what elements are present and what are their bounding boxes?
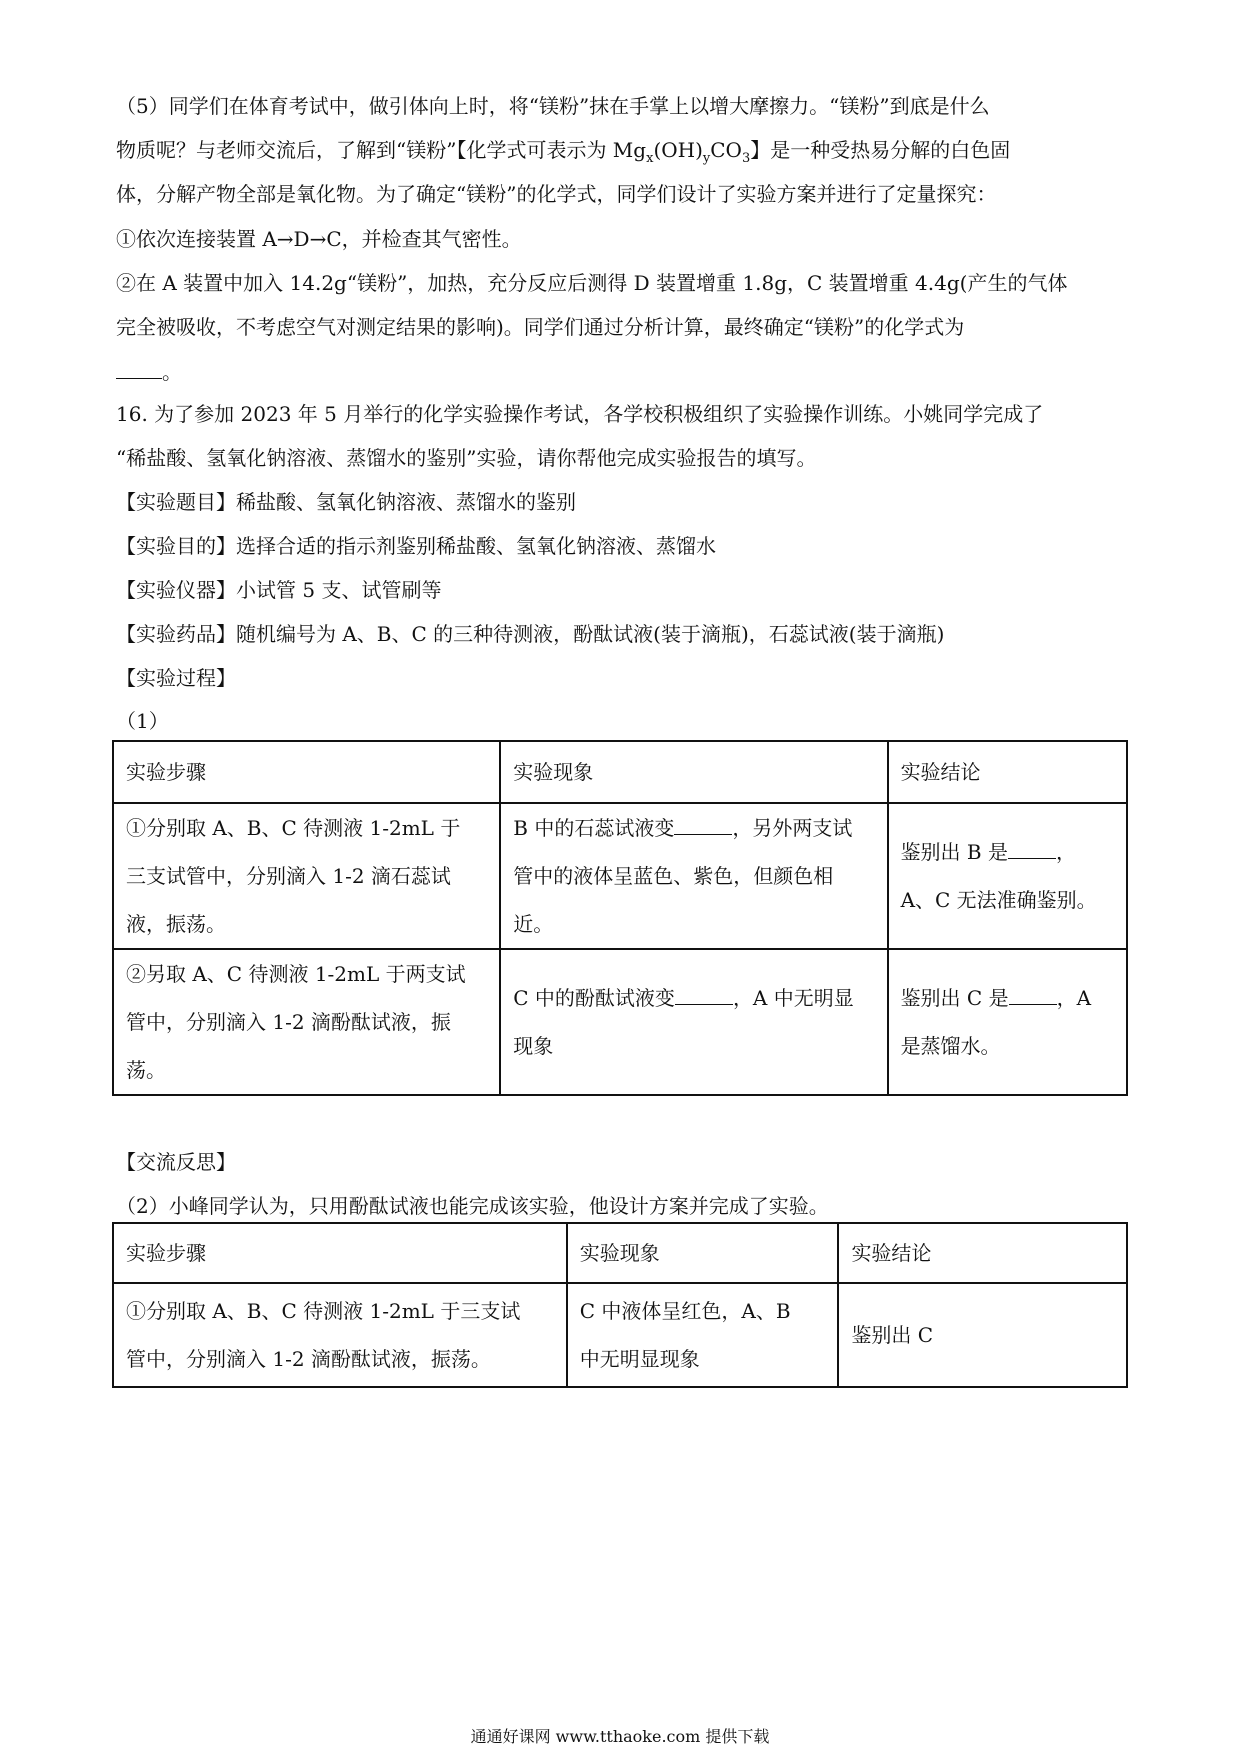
phenomenon-cell bbox=[567, 1283, 839, 1387]
answer-blank[interactable] bbox=[674, 816, 732, 835]
q16-part1-label: （1） bbox=[116, 709, 169, 733]
cell-line bbox=[513, 804, 874, 852]
q15-text: 】是一种受热易分解的白色固 bbox=[750, 138, 1011, 162]
end-punct: 。 bbox=[162, 360, 182, 384]
cell-line: A、C 无法准确鉴别。 bbox=[900, 888, 1097, 912]
cell-text: B 中的石蕊试液变 bbox=[513, 816, 675, 840]
table-header-cell: 实验现象 bbox=[500, 741, 887, 803]
answer-blank[interactable] bbox=[675, 986, 733, 1005]
cell-line: C 中液体呈红色，A、B bbox=[579, 1299, 791, 1323]
answer-blank[interactable] bbox=[116, 360, 162, 379]
q16-reflection-heading: 【交流反思】 bbox=[116, 1150, 236, 1174]
q16-topic: 【实验题目】稀盐酸、氢氧化钠溶液、蒸馏水的鉴别 bbox=[116, 490, 576, 514]
table-row bbox=[113, 1283, 1127, 1387]
q15-step1: ①依次连接装置 A→D→C，并检查其气密性。 bbox=[116, 227, 522, 251]
table-row bbox=[113, 803, 1127, 949]
cell-line: 管中，分别滴入 1-2 滴酚酞试液，振荡。 bbox=[126, 1347, 491, 1371]
q16-purpose: 【实验目的】选择合适的指示剂鉴别稀盐酸、氢氧化钠溶液、蒸馏水 bbox=[116, 534, 716, 558]
cell-line: 中无明显现象 bbox=[579, 1347, 700, 1371]
cell-line bbox=[901, 974, 1114, 1022]
answer-blank[interactable] bbox=[1009, 986, 1057, 1005]
subscript-y: y bbox=[702, 151, 711, 166]
q16-intro-line1: 16. 为了参加 2023 年 5 月举行的化学实验操作考试，各学校积极组织了实验操作训练。小姚同学完成了 bbox=[116, 402, 1044, 426]
q15-text: (OH) bbox=[653, 138, 703, 162]
conclusion-cell bbox=[888, 949, 1127, 1095]
table-header-cell: 实验结论 bbox=[888, 741, 1127, 803]
table-row bbox=[113, 949, 1127, 1095]
step-cell bbox=[113, 949, 500, 1095]
cell-line: 管中，分别滴入 1-2 滴酚酞试液，振 bbox=[126, 1010, 451, 1034]
q15-step2-line1: ②在 A 装置中加入 14.2g“镁粉”，加热，充分反应后测得 D 装置增重 1.8g，C 装置增重 4.4g(产生的气体 bbox=[116, 271, 1068, 295]
table-header-cell: 实验结论 bbox=[838, 1223, 1127, 1283]
cell-text: ，A 中无明显 bbox=[732, 986, 854, 1010]
q15-answer-line bbox=[116, 358, 1126, 386]
cell-line: 是蒸馏水。 bbox=[900, 1034, 1001, 1058]
cell-text: ， bbox=[1055, 840, 1076, 864]
phenomenon-cell bbox=[500, 949, 887, 1095]
q15-text: 物质呢？与老师交流后，了解到“镁粉”【化学式可表示为 Mg bbox=[116, 138, 647, 162]
q15-text: CO bbox=[710, 138, 742, 162]
cell-line: 鉴别出 C bbox=[851, 1323, 934, 1347]
q16-process-heading: 【实验过程】 bbox=[116, 666, 236, 690]
experiment-table-2 bbox=[112, 1222, 1128, 1388]
q15-part5-line3: 体，分解产物全部是氧化物。为了确定“镁粉”的化学式，同学们设计了实验方案并进行了定量探究： bbox=[116, 182, 997, 206]
cell-line: ②另取 A、C 待测液 1-2mL 于两支试 bbox=[126, 962, 466, 986]
cell-text: ，A bbox=[1056, 986, 1092, 1010]
q15-part5-line2 bbox=[116, 136, 1126, 164]
cell-line: 液，振荡。 bbox=[126, 912, 226, 936]
q16-apparatus: 【实验仪器】小试管 5 支、试管刷等 bbox=[116, 578, 442, 602]
experiment-table-1 bbox=[112, 740, 1128, 1096]
cell-text: 鉴别出 C 是 bbox=[900, 986, 1009, 1010]
cell-line: 现象 bbox=[513, 1034, 554, 1058]
subscript-x: x bbox=[646, 151, 654, 166]
cell-line: 荡。 bbox=[126, 1058, 166, 1082]
subscript-3: 3 bbox=[741, 151, 751, 166]
step-cell bbox=[113, 803, 500, 949]
table-header-row bbox=[113, 741, 1127, 803]
table-header-row bbox=[113, 1223, 1127, 1283]
q16-part2: （2）小峰同学认为，只用酚酞试液也能完成该实验，他设计方案并完成了实验。 bbox=[116, 1194, 829, 1218]
page-footer: 通通好课网 www.tthaoke.com 提供下载 bbox=[470, 1727, 770, 1746]
table-header-cell: 实验现象 bbox=[567, 1223, 839, 1283]
conclusion-cell bbox=[888, 803, 1127, 949]
cell-text: ，另外两支试 bbox=[732, 816, 853, 840]
cell-line: 近。 bbox=[513, 912, 554, 936]
cell-line: ①分别取 A、B、C 待测液 1-2mL 于三支试 bbox=[126, 1299, 521, 1323]
step-cell bbox=[113, 1283, 567, 1387]
q16-intro-line2: “稀盐酸、氢氧化钠溶液、蒸馏水的鉴别”实验，请你帮他完成实验报告的填写。 bbox=[116, 446, 817, 470]
cell-line bbox=[513, 974, 874, 1022]
table-header-cell: 实验步骤 bbox=[113, 741, 500, 803]
cell-text: 鉴别出 B 是 bbox=[900, 840, 1008, 864]
q15-part5-line1: （5）同学们在体育考试中，做引体向上时，将“镁粉”抹在手掌上以增大摩擦力。“镁粉”到底是什么 bbox=[116, 94, 990, 118]
q15-step2-line2: 完全被吸收，不考虑空气对测定结果的影响)。同学们通过分析计算，最终确定“镁粉”的化学式为 bbox=[116, 315, 965, 339]
conclusion-cell bbox=[838, 1283, 1127, 1387]
cell-text: C 中的酚酞试液变 bbox=[513, 986, 675, 1010]
table-header-cell: 实验步骤 bbox=[113, 1223, 567, 1283]
cell-line: 管中的液体呈蓝色、紫色，但颜色相 bbox=[513, 864, 834, 888]
answer-blank[interactable] bbox=[1008, 840, 1056, 859]
cell-line: 三支试管中，分别滴入 1-2 滴石蕊试 bbox=[126, 864, 451, 888]
q16-reagents: 【实验药品】随机编号为 A、B、C 的三种待测液，酚酞试液(装于滴瓶)，石蕊试液(装于滴瓶) bbox=[116, 622, 945, 646]
cell-line: ①分别取 A、B、C 待测液 1-2mL 于 bbox=[126, 816, 461, 840]
cell-line bbox=[901, 828, 1114, 876]
phenomenon-cell bbox=[500, 803, 887, 949]
